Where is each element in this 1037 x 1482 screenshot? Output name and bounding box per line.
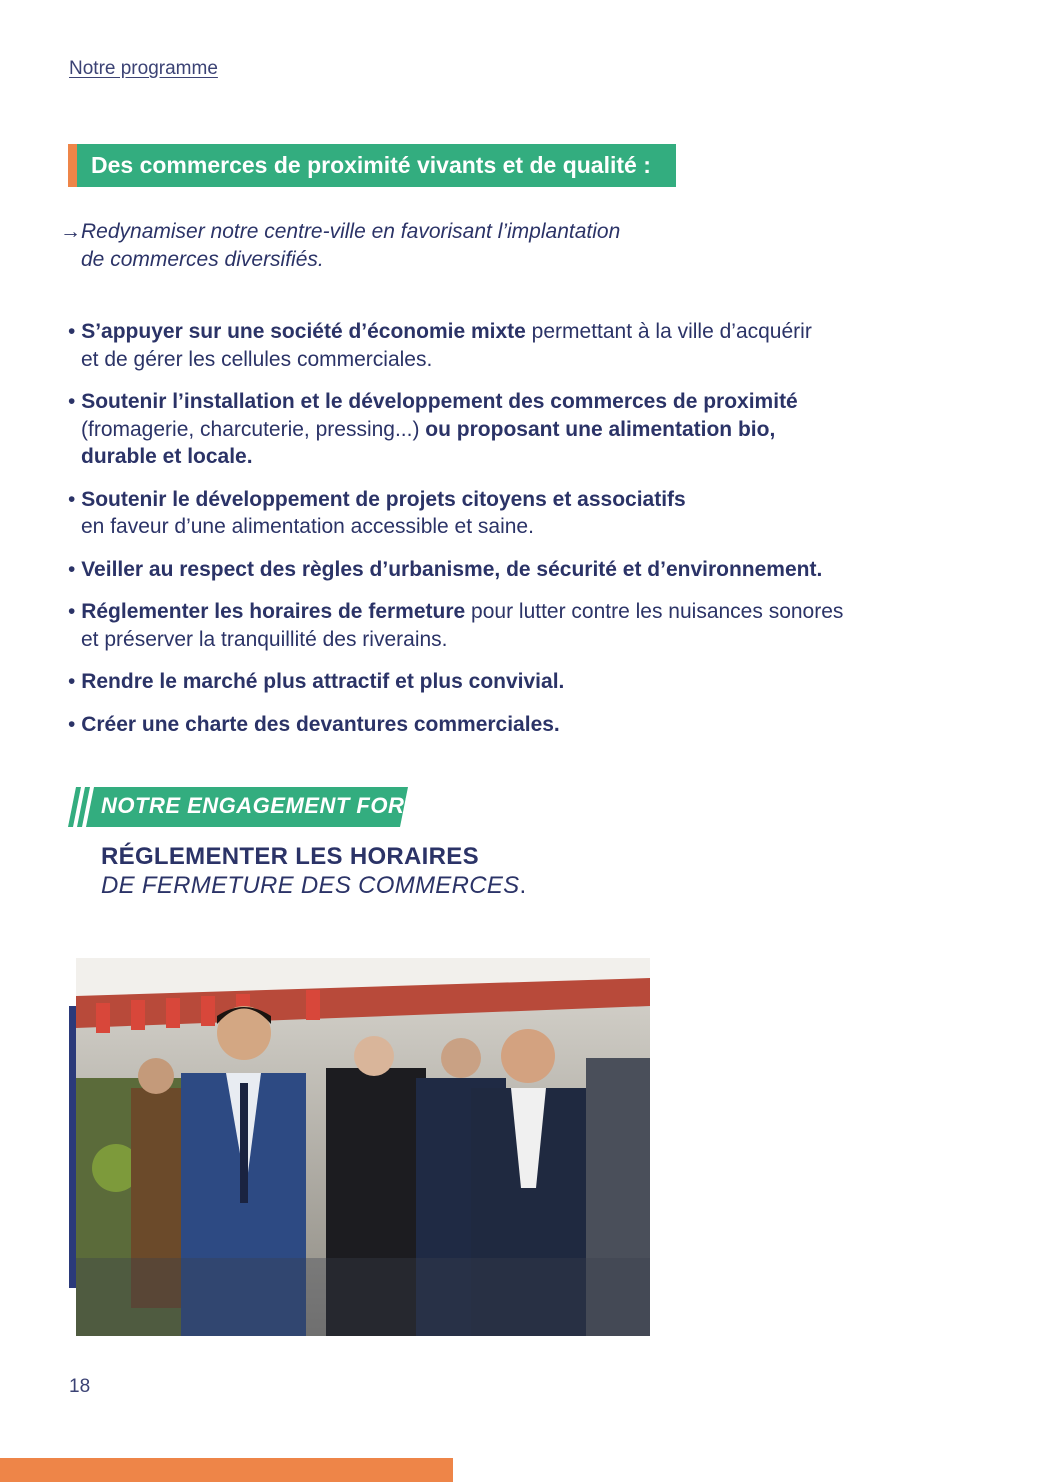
bottom-accent-bar xyxy=(0,1458,453,1482)
bullet-bold: ou proposant une alimentation bio, xyxy=(425,417,776,441)
bullet-bold: Soutenir l’installation et le développement des commerces de proximité xyxy=(81,390,798,413)
bullet-bold: S’appuyer sur une société d’économie mixte xyxy=(81,320,526,343)
bullet-bold: Veiller au respect des règles d’urbanisme, de sécurité et d’environnement. xyxy=(81,557,823,581)
bullet-dot: • xyxy=(68,487,76,511)
engagement-statement xyxy=(101,842,526,900)
bullet-bold: Rendre le marché plus attractif et plus convivial. xyxy=(81,670,565,693)
lead-paragraph xyxy=(60,218,740,274)
bullet-text: pour lutter contre les nuisances sonores xyxy=(465,600,844,623)
bullet-dot: • xyxy=(68,670,76,693)
bullet-text: (fromagerie, charcuterie, pressing...) xyxy=(81,417,426,441)
engagement-line-2: DE FERMETURE DES COMMERCES xyxy=(101,872,520,899)
section-title: Des commerces de proximité vivants et de qualité : xyxy=(91,152,651,178)
bullet-dot: • xyxy=(68,600,76,623)
bullet-text: et de gérer les cellules commerciales. xyxy=(81,347,433,371)
breadcrumb-link[interactable]: Notre programme xyxy=(69,58,218,79)
engagement-line-1: RÉGLEMENTER LES HORAIRES xyxy=(101,843,479,870)
bullet-bold: Réglementer les horaires de fermeture xyxy=(81,600,466,623)
engagement-label: NOTRE ENGAGEMENT FORT : xyxy=(101,793,418,844)
list-item xyxy=(68,556,968,584)
bullet-bold: durable et locale. xyxy=(81,445,253,468)
bullet-list xyxy=(68,318,968,753)
bullet-text: en faveur d’une alimentation accessible et saine. xyxy=(81,515,534,538)
bullet-dot: • xyxy=(68,320,76,343)
list-item xyxy=(68,711,968,739)
market-photo xyxy=(76,958,650,1336)
bullet-text: permettant à la ville d’acquérir xyxy=(525,320,812,343)
engagement-banner xyxy=(68,787,418,844)
lead-line-2: de commerces diversifiés. xyxy=(81,248,324,271)
bullet-dot: • xyxy=(68,712,76,736)
bullet-text: et préserver la tranquillité des riverains. xyxy=(81,627,448,651)
list-item xyxy=(68,668,968,696)
page-number: 18 xyxy=(69,1376,91,1397)
arrow-icon: → xyxy=(60,220,81,243)
lead-line-1: Redynamiser notre centre-ville en favorisant l’implantation xyxy=(81,220,621,243)
list-item xyxy=(68,486,968,541)
bullet-dot: • xyxy=(68,390,76,413)
list-item xyxy=(68,318,968,373)
bullet-dot: • xyxy=(68,557,76,581)
bullet-bold: Soutenir le développement de projets citoyens et associatifs xyxy=(81,487,686,511)
list-item xyxy=(68,388,968,471)
engagement-period: . xyxy=(519,872,527,899)
section-header xyxy=(68,144,676,187)
list-item xyxy=(68,598,968,653)
section-header-accent xyxy=(68,144,77,187)
bullet-bold: Créer une charte des devantures commerciales. xyxy=(81,712,560,736)
